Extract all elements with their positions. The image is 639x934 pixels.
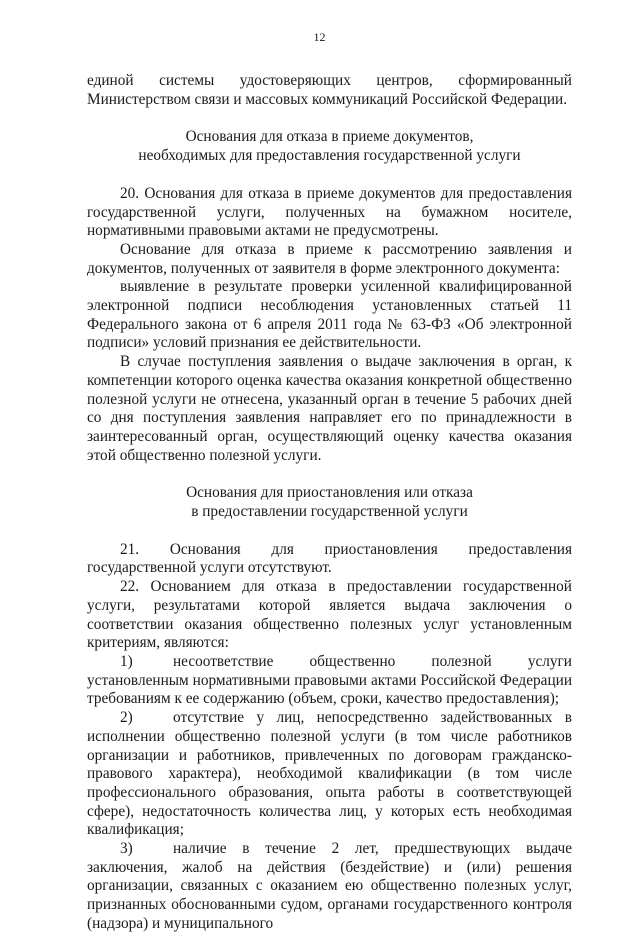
page-number: 12 — [313, 30, 326, 44]
page-content — [87, 72, 572, 934]
list-item — [87, 840, 572, 934]
list-item — [87, 709, 572, 840]
list-item-number: 1) — [120, 652, 133, 670]
paragraph-21: 21. Основания для приостановления предоставления государственной услуги отсутствуют. — [87, 540, 572, 577]
section-heading-2-line-1: Основания для приостановления или отказа — [186, 484, 473, 502]
section-heading-2-line-2: в предоставлении государственной услуги — [191, 503, 468, 521]
list-item-text: несоответствие общественно полезной услуги установленным нормативными правовыми актами Российской Федерации требованиям к ее содержанию (объем, сроки, качество предоставления); — [87, 652, 572, 708]
list-item-number: 2) — [120, 709, 133, 727]
list-item-text: отсутствие у лиц, непосредственно задействованных в исполнении общественно полезной услуги (в том числе работников организации и работников, привлеченных по договорам гражданско-правового характера), необходимой квалификации (в том числе профессионального образования, опыта работы в соответствующей сфере), недостаточность количества лиц, у которых есть необходимая квалификация; — [87, 709, 572, 839]
intro-paragraph: единой системы удостоверяющих центров, сформированный Министерством связи и массовых коммуникаций Российской Федерации. — [87, 72, 572, 108]
paragraph-20-basis: Основание для отказа в приеме к рассмотрению заявления и документов, полученных от заявителя в форме электронного документа: — [87, 240, 572, 277]
paragraph-20-redirect: В случае поступления заявления о выдаче заключения в орган, к компетенции которого оценка качества оказания конкретной общественно полезной услуги не отнесена, указанный орган в течение 5 рабочих дней со дня поступления заявления направляет его по принадлежности в заинтересованный орган, осуществляющий оценку качества оказания этой общественно полезной услуги. — [87, 353, 572, 464]
section-heading-1-line-1: Основания для отказа в приеме документов, — [185, 128, 474, 146]
section-heading-1-line-2: необходимых для предоставления государственной услуги — [138, 147, 521, 165]
list-item — [87, 653, 572, 709]
list-item-number: 3) — [120, 840, 133, 858]
list-item-text: наличие в течение 2 лет, предшествующих выдаче заключения, жалоб на действия (бездействие) и (или) решения организации, связанных с оказанием ею общественно полезных услуг, признанных обоснованными судом, органами государственного контроля (надзора) и муниципального — [87, 840, 572, 932]
paragraph-20: 20. Основания для отказа в приеме документов для предоставления государственной услуги, полученных на бумажном носителе, нормативными правовыми актами не предусмотрены. — [87, 184, 572, 240]
paragraph-22: 22. Основанием для отказа в предоставлении государственной услуги, результатами которой является выдача заключения о соответствии оказания общественно полезных услуг установленным критериям, являются: — [87, 578, 572, 652]
paragraph-20-signature-check: выявление в результате проверки усиленной квалифицированной электронной подписи несоблюдения установленных статьей 11 Федерального закона от 6 апреля 2011 года № 63-ФЗ «Об электронной подписи» условий признания ее действительности. — [87, 278, 572, 352]
